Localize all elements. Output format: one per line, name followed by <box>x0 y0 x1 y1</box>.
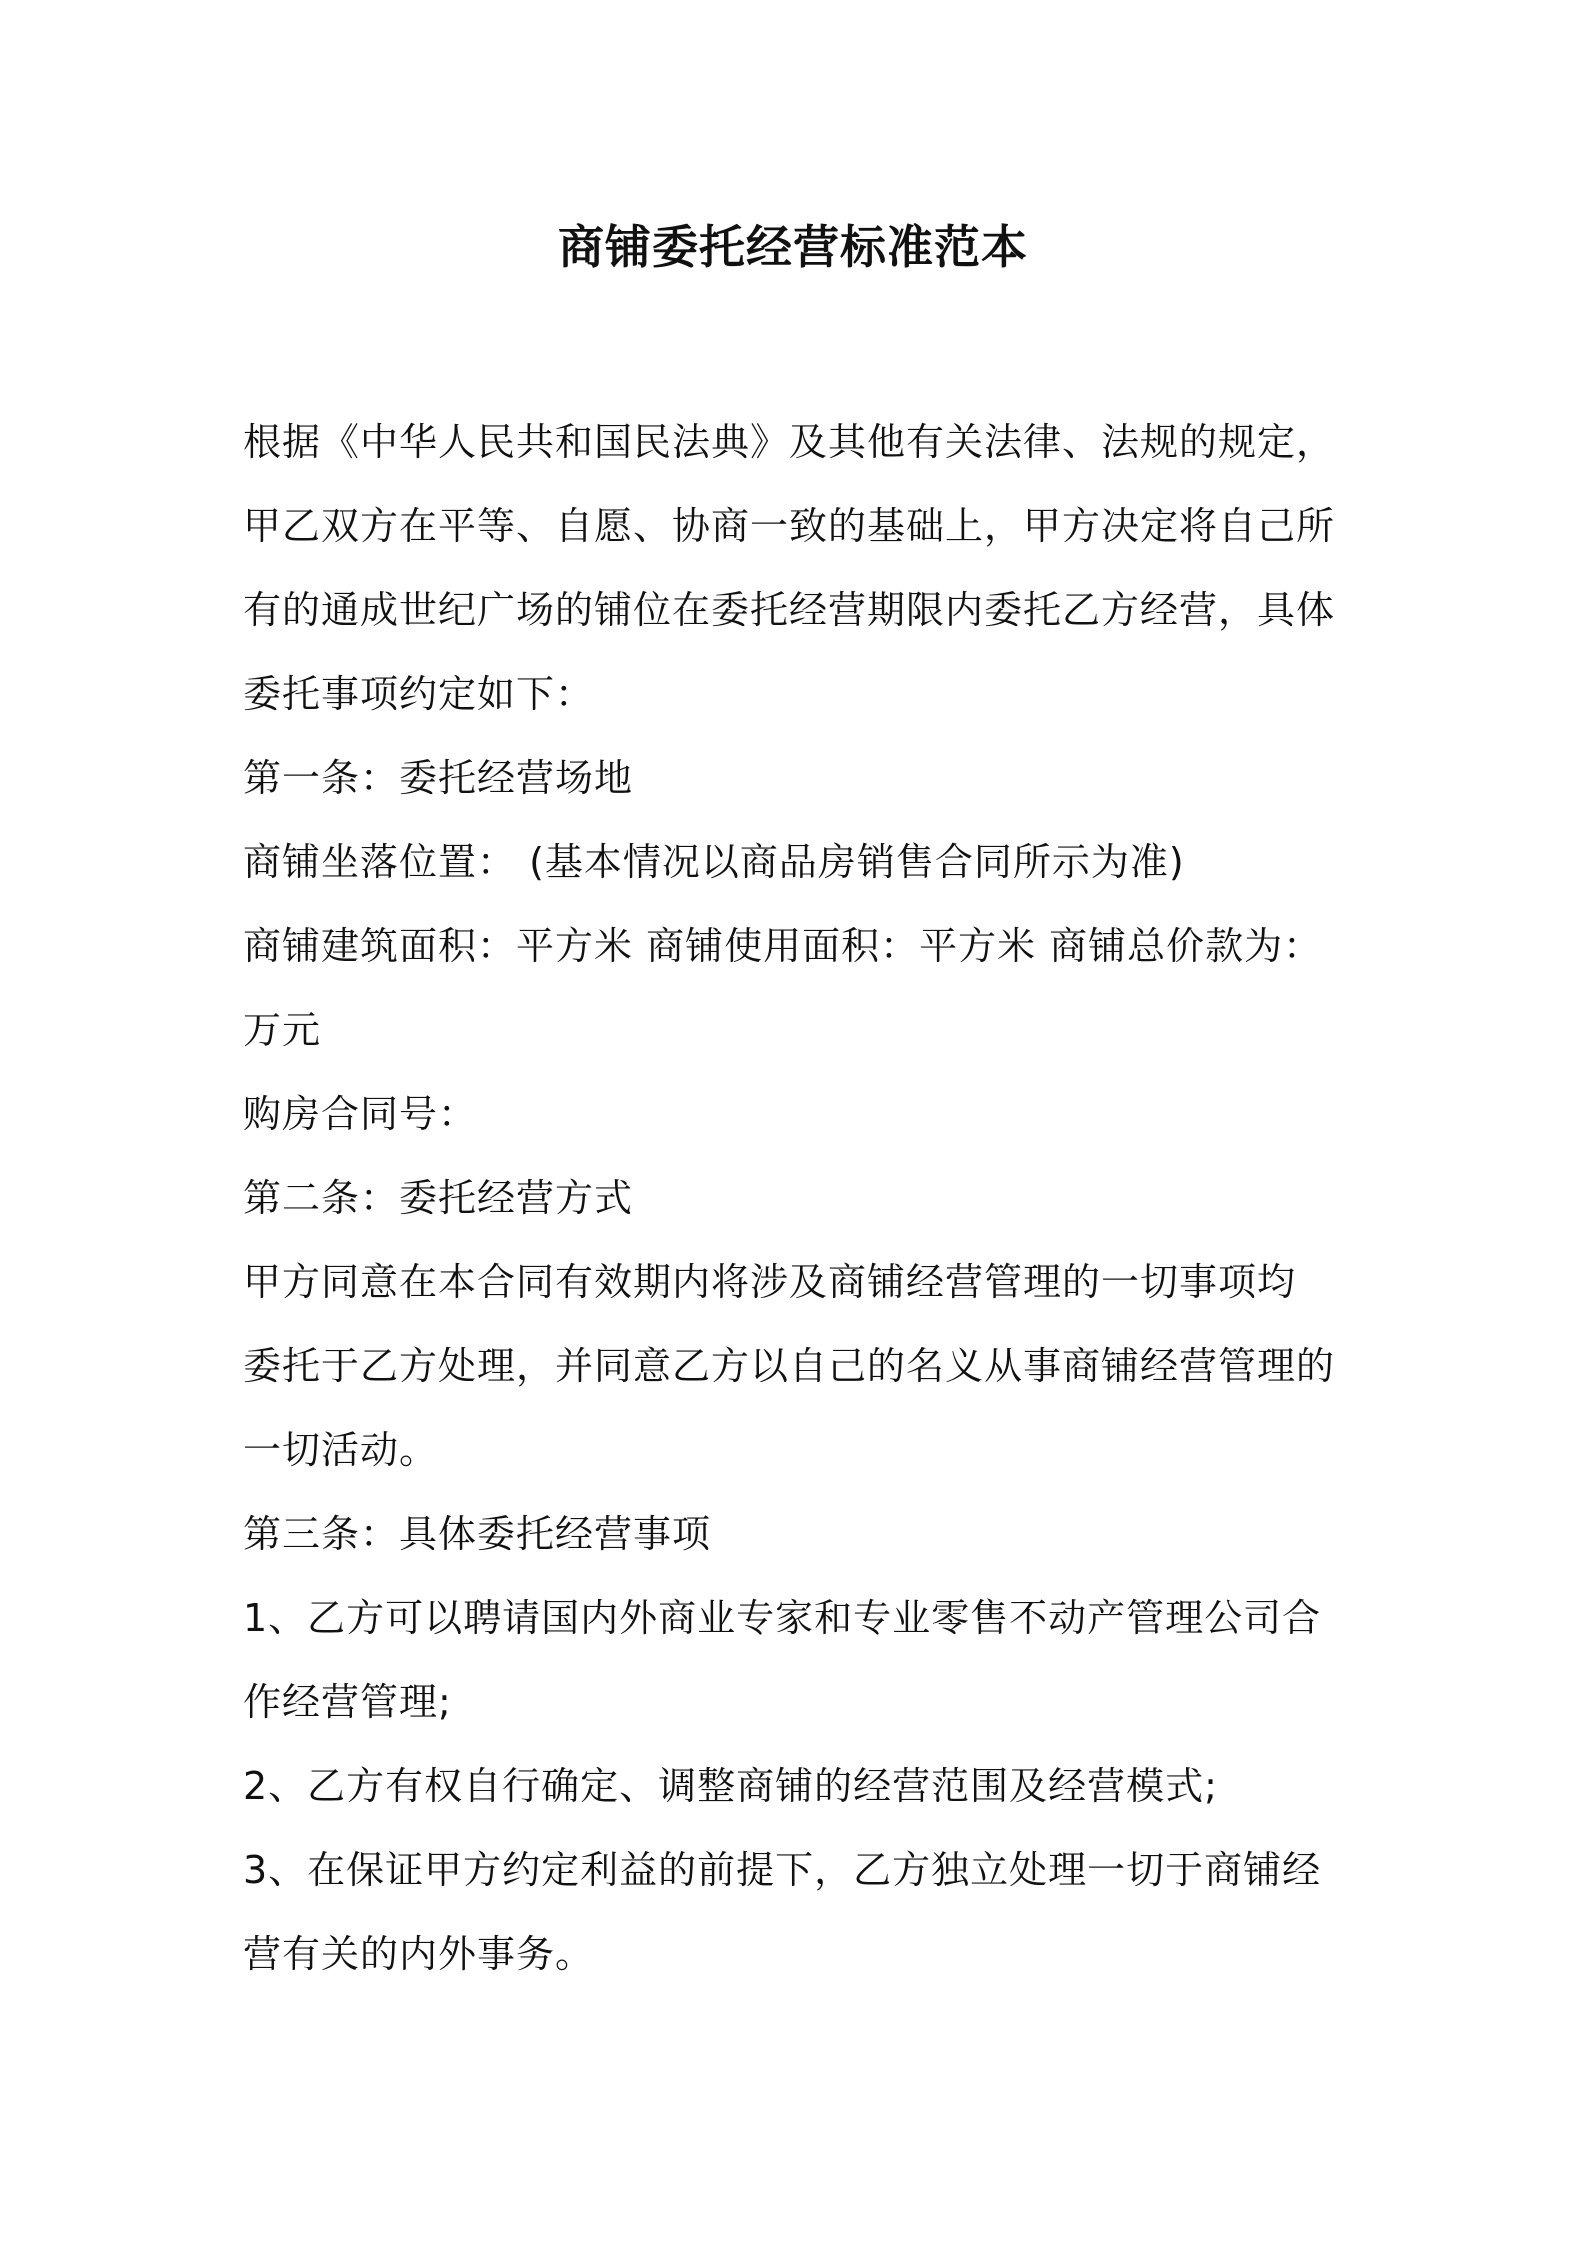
document-title: 商铺委托经营标准范本 <box>558 220 1028 274</box>
body-line: 根据《中华人民共和国民法典》及其他有关法律、法规的规定， <box>243 420 1336 464</box>
body-line: 甲乙双方在平等、自愿、协商一致的基础上，甲方决定将自己所 <box>243 504 1336 548</box>
body-line: 委托于乙方处理，并同意乙方以自己的名义从事商铺经营管理的 <box>243 1344 1336 1388</box>
body-line: 商铺坐落位置： (基本情况以商品房销售合同所示为准) <box>243 840 1185 884</box>
body-line: 商铺建筑面积：平方米 商铺使用面积：平方米 商铺总价款为： <box>243 924 1323 968</box>
body-line: 有的通成世纪广场的铺位在委托经营期限内委托乙方经营，具体 <box>243 588 1336 632</box>
body-line: 购房合同号： <box>243 1092 478 1136</box>
section-heading-3: 第三条：具体委托经营事项 <box>243 1512 712 1556</box>
document-body <box>243 400 1363 1996</box>
list-item-continued: 作经营管理; <box>243 1680 452 1724</box>
list-item-continued: 营有关的内外事务。 <box>243 1932 595 1976</box>
body-line: 万元 <box>243 1008 322 1052</box>
list-item: 2、乙方有权自行确定、调整商铺的经营范围及经营模式; <box>243 1764 1218 1808</box>
body-line: 一切活动。 <box>243 1428 439 1472</box>
list-item: 3、在保证甲方约定利益的前提下，乙方独立处理一切于商铺经 <box>243 1848 1322 1892</box>
body-line: 甲方同意在本合同有效期内将涉及商铺经营管理的一切事项均 <box>243 1260 1297 1304</box>
list-item: 1、乙方可以聘请国内外商业专家和专业零售不动产管理公司合 <box>243 1596 1322 1640</box>
section-heading-1: 第一条：委托经营场地 <box>243 756 634 800</box>
body-line: 委托事项约定如下： <box>243 672 595 716</box>
section-heading-2: 第二条：委托经营方式 <box>243 1176 634 1220</box>
